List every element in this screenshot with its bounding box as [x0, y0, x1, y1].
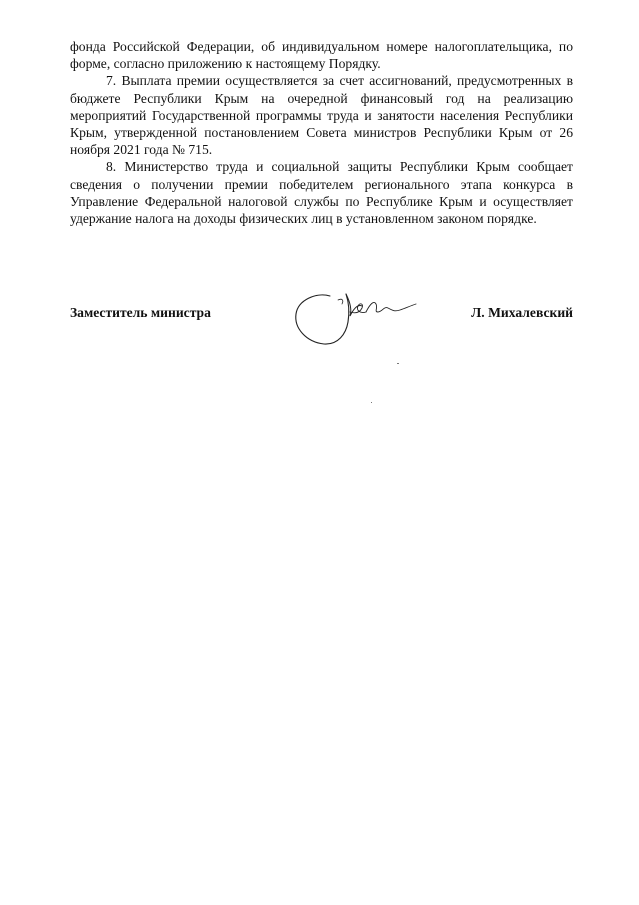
scan-speck [397, 363, 399, 364]
document-body [70, 38, 573, 227]
paragraph-continuation: фонда Российской Федерации, об индивидуальном номере налогоплательщика, по форме, согласно приложению к настоящему Порядку. [70, 39, 573, 72]
paragraph-8: 8. Министерство труда и социальной защиты Республики Крым сообщает сведения о получении премии победителем регионального этапа конкурса в Управление Федеральной налоговой службы по Республике Крым и осуществляет удержание налога на доходы физических лиц в установленном законом порядке. [70, 159, 573, 227]
paragraph-7: 7. Выплата премии осуществляется за счет ассигнований, предусмотренных в бюджете Республики Крым на очередной финансовый год на реализацию мероприятий Государственной программы труда и занятости населения Республики Крым, утвержденной постановлением Совета министров Республики Крым от 26 ноября 2021 года № 715. [70, 73, 573, 158]
handwritten-signature-icon [290, 282, 420, 354]
signatory-name: Л. Михалевский [471, 305, 573, 320]
scan-speck [371, 402, 372, 403]
signatory-position: Заместитель министра [70, 305, 211, 320]
